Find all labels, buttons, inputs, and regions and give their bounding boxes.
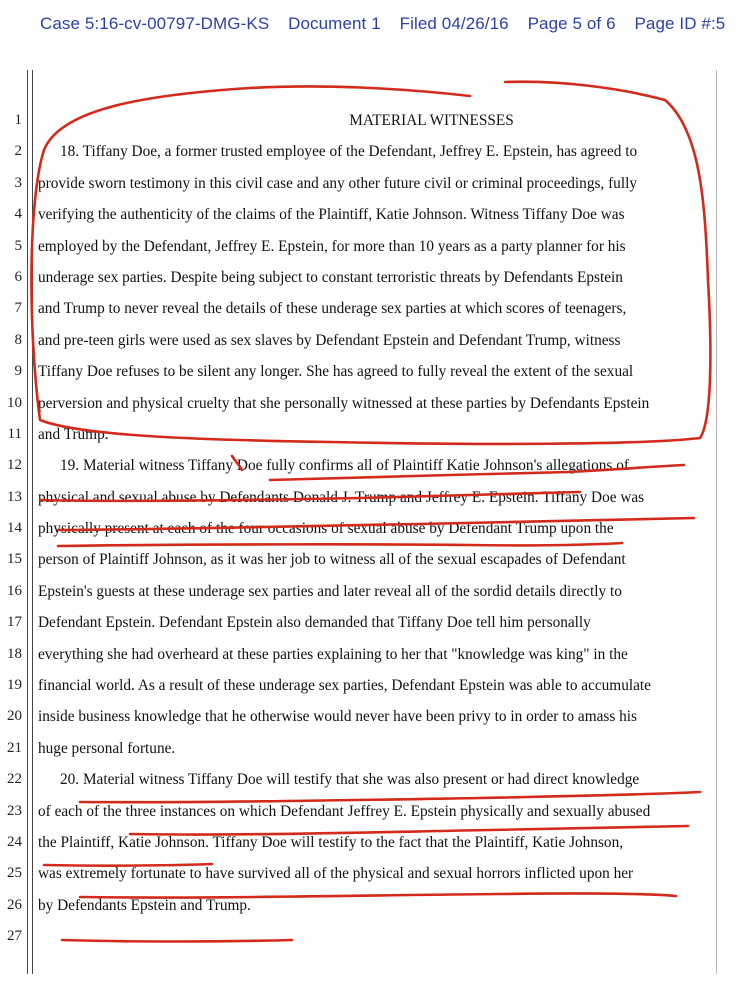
- pleading-body: [38, 105, 713, 953]
- pleading-line: and Trump.: [38, 425, 109, 443]
- line-number: 10: [7, 394, 22, 411]
- line-number: 14: [7, 520, 22, 537]
- pleading-line: of each of the three instances on which Defendant Jeffrey E. Epstein physically and sexually abused: [38, 802, 651, 820]
- line-number: 22: [7, 771, 22, 788]
- line-number: 27: [7, 928, 22, 945]
- line-number: 16: [7, 582, 22, 599]
- section-title: MATERIAL WITNESSES: [349, 112, 514, 129]
- line-number: 6: [14, 268, 22, 285]
- line-number: 9: [14, 363, 22, 380]
- pleading-line: everything she had overheard at these parties explaining to her that "knowledge was king" in the: [38, 645, 628, 663]
- pleading-line: perversion and physical cruelty that she personally witnessed at these parties by Defendants Epstein: [38, 394, 650, 412]
- line-number: 3: [14, 174, 22, 191]
- pleading-line: 18. Tiffany Doe, a former trusted employee of the Defendant, Jeffrey E. Epstein, has agreed to: [60, 143, 638, 161]
- pleading-line: [38, 921, 713, 952]
- line-number: 23: [7, 802, 22, 819]
- pleading-line: 19. Material witness Tiffany Doe fully confirms all of Plaintiff Katie Johnson's allegations of: [60, 457, 629, 475]
- pleading-line: provide sworn testimony in this civil case and any other future civil or criminal proceedings, fully: [38, 174, 637, 192]
- pleading-line: financial world. As a result of these underage sex parties, Defendant Epstein was able to accumulate: [38, 677, 651, 695]
- line-number: 12: [7, 457, 22, 474]
- pleading-line: and pre-teen girls were used as sex slaves by Defendant Epstein and Defendant Trump, witness: [38, 331, 621, 349]
- pleading-line: physically present at each of the four occasions of sexual abuse by Defendant Trump upon the: [38, 520, 614, 538]
- line-number: 24: [7, 833, 22, 850]
- pleading-line: physical and sexual abuse by Defendants Donald J. Trump and Jeffrey E. Epstein. Tiffany Doe was: [38, 488, 645, 506]
- line-number: 18: [7, 645, 22, 662]
- document-number: Document 1: [288, 14, 381, 33]
- pleading-line: inside business knowledge that he otherwise would never have been privy to in order to amass his: [38, 708, 637, 726]
- line-number: 19: [7, 677, 22, 694]
- line-number: 8: [14, 331, 22, 348]
- filed-date: Filed 04/26/16: [399, 14, 509, 33]
- pleading-line: person of Plaintiff Johnson, as it was her job to witness all of the sexual escapades of Defendant: [38, 551, 626, 569]
- line-number: 25: [7, 865, 22, 882]
- page-id: Page ID #:5: [634, 14, 726, 33]
- line-number: 15: [7, 551, 22, 568]
- pleading-line: employed by the Defendant, Jeffrey E. Epstein, for more than 10 years as a party planner for his: [38, 237, 626, 255]
- line-number: 7: [14, 300, 22, 317]
- pleading-line: huge personal fortune.: [38, 739, 176, 757]
- pleading-line: by Defendants Epstein and Trump.: [38, 896, 251, 914]
- line-number: 13: [7, 488, 22, 505]
- pleading-line: 20. Material witness Tiffany Doe will testify that she was also present or had direct knowledge: [60, 771, 640, 789]
- line-number: 4: [14, 206, 22, 223]
- pleading-line: and Trump to never reveal the details of these underage sex parties at which scores of teenagers,: [38, 300, 627, 318]
- line-number: 2: [14, 143, 22, 160]
- case-number: Case 5:16-cv-00797-DMG-KS: [40, 14, 270, 33]
- left-margin-rule: [27, 70, 28, 974]
- right-margin-rule: [716, 70, 717, 974]
- line-numbers: [0, 105, 22, 953]
- pleading-line: verifying the authenticity of the claims of the Plaintiff, Katie Johnson. Witness Tiffany Doe was: [38, 206, 625, 224]
- line-number: 20: [7, 708, 22, 725]
- line-number: 5: [14, 237, 22, 254]
- pleading-line: the Plaintiff, Katie Johnson. Tiffany Doe will testify to the fact that the Plaintiff, Katie Johnson,: [38, 833, 624, 851]
- line-number: 1: [14, 112, 22, 128]
- pleading-line: underage sex parties. Despite being subject to constant terroristic threats by Defendants Epstein: [38, 268, 623, 286]
- line-number: 17: [7, 614, 22, 631]
- left-margin-rule-inner: [32, 70, 33, 974]
- case-header: [40, 14, 739, 34]
- pleading-line: was extremely fortunate to have survived all of the physical and sexual horrors inflicted upon her: [38, 865, 634, 883]
- line-number: 21: [7, 739, 22, 756]
- pleading-line: Defendant Epstein. Defendant Epstein also demanded that Tiffany Doe tell him personally: [38, 614, 591, 632]
- line-number: 26: [7, 896, 22, 913]
- pleading-line: Epstein's guests at these underage sex parties and later reveal all of the sordid details directly to: [38, 582, 622, 600]
- pleading-line: Tiffany Doe refuses to be silent any longer. She has agreed to fully reveal the extent of the sexual: [38, 363, 634, 381]
- line-number: 11: [7, 425, 22, 442]
- page-count: Page 5 of 6: [527, 14, 616, 33]
